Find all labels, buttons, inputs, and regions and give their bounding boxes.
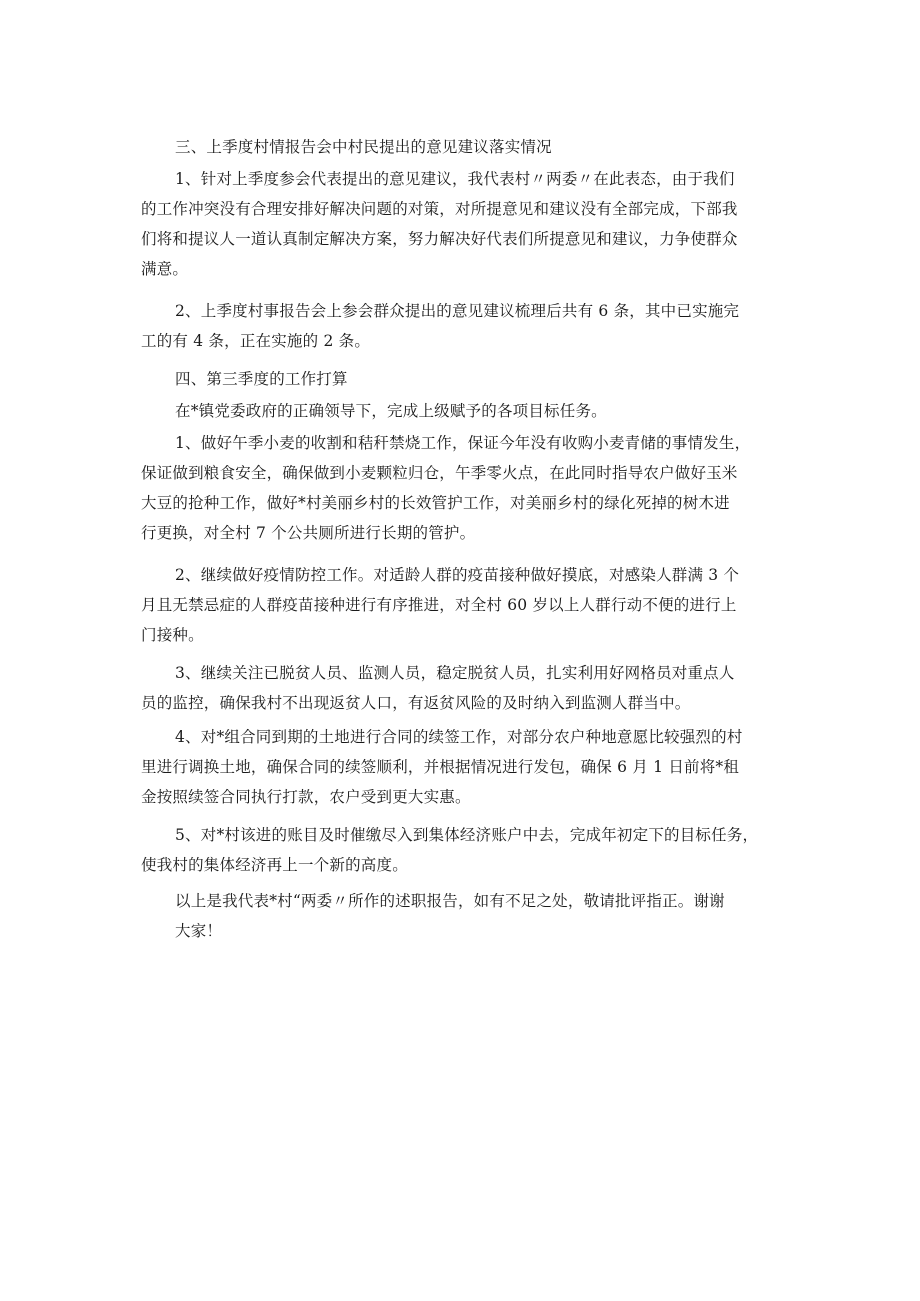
paragraph-3-2	[141, 296, 781, 356]
line: 3、继续关注已脱贫人员、监测人员，稳定脱贫人员，扎实利用好网格员对重点人	[175, 664, 735, 682]
paragraph-3-1	[141, 164, 781, 284]
line: 们将和提议人一道认真制定解决方案，努力解决好代表们所提意见和建议，力争使群众	[141, 230, 738, 248]
line: 员的监控，确保我村不出现返贫人口，有返贫风险的及时纳入到监测人群当中。	[141, 694, 691, 712]
line: 工的有 4 条，正在实施的 2 条。	[141, 332, 371, 350]
line: 4、对*组合同到期的土地进行合同的续签工作，对部分农户种地意愿比较强烈的村	[175, 728, 743, 746]
line: 的工作冲突没有合理安排好解决问题的对策，对所提意见和建议没有全部完成，下部我	[141, 200, 738, 218]
paragraph-4-4	[141, 722, 781, 812]
line: 以上是我代表*村“两委〃所作的述职报告，如有不足之处，敬请批评指正。谢谢	[175, 892, 725, 910]
line: 大家！	[175, 922, 223, 940]
line: 1、做好午季小麦的收割和秸秆禁烧工作，保证今年没有收购小麦青储的事情发生，	[175, 434, 751, 452]
line: 使我村的集体经济再上一个新的高度。	[141, 856, 408, 874]
intro-4	[141, 396, 781, 426]
heading-text: 三、上季度村情报告会中村民提出的意见建议落实情况	[175, 138, 552, 156]
paragraph-4-3	[141, 658, 781, 718]
heading-text: 四、第三季度的工作打算	[175, 370, 348, 388]
closing-paragraph	[141, 886, 781, 946]
line: 门接种。	[141, 626, 204, 644]
paragraph-4-2	[141, 560, 781, 650]
line: 在*镇党委政府的正确领导下，完成上级赋予的各项目标任务。	[175, 402, 607, 420]
line: 5、对*村该进的账目及时催缴尽入到集体经济账户中去，完成年初定下的目标任务，	[175, 826, 759, 844]
line: 2、上季度村事报告会上参会群众提出的意见建议梳理后共有 6 条，其中已实施完	[175, 302, 740, 320]
paragraph-4-1	[141, 428, 781, 548]
paragraph-4-5	[141, 820, 781, 880]
line: 大豆的抢种工作，做好*村美丽乡村的长效管护工作，对美丽乡村的绿化死掉的树木进	[141, 494, 730, 512]
line: 金按照续签合同执行打款，农户受到更大实惠。	[141, 788, 471, 806]
line: 2、继续做好疫情防控工作。对适龄人群的疫苗接种做好摸底，对感染人群满 3 个	[175, 566, 740, 584]
line: 保证做到粮食安全，确保做到小麦颗粒归仓，午季零火点，在此同时指导农户做好玉米	[141, 464, 738, 482]
line: 里进行调换土地，确保合同的续签顺利，并根据情况进行发包，确保 6 月 1 日前将*租	[141, 758, 740, 776]
line: 月且无禁忌症的人群疫苗接种进行有序推进，对全村 60 岁以上人群行动不便的进行上	[141, 596, 737, 614]
line: 满意。	[141, 260, 189, 278]
section-heading-4	[141, 364, 781, 394]
line: 1、针对上季度参会代表提出的意见建议，我代表村〃两委〃在此表态，由于我们	[175, 170, 735, 188]
line: 行更换，对全村 7 个公共厕所进行长期的管护。	[141, 524, 476, 542]
